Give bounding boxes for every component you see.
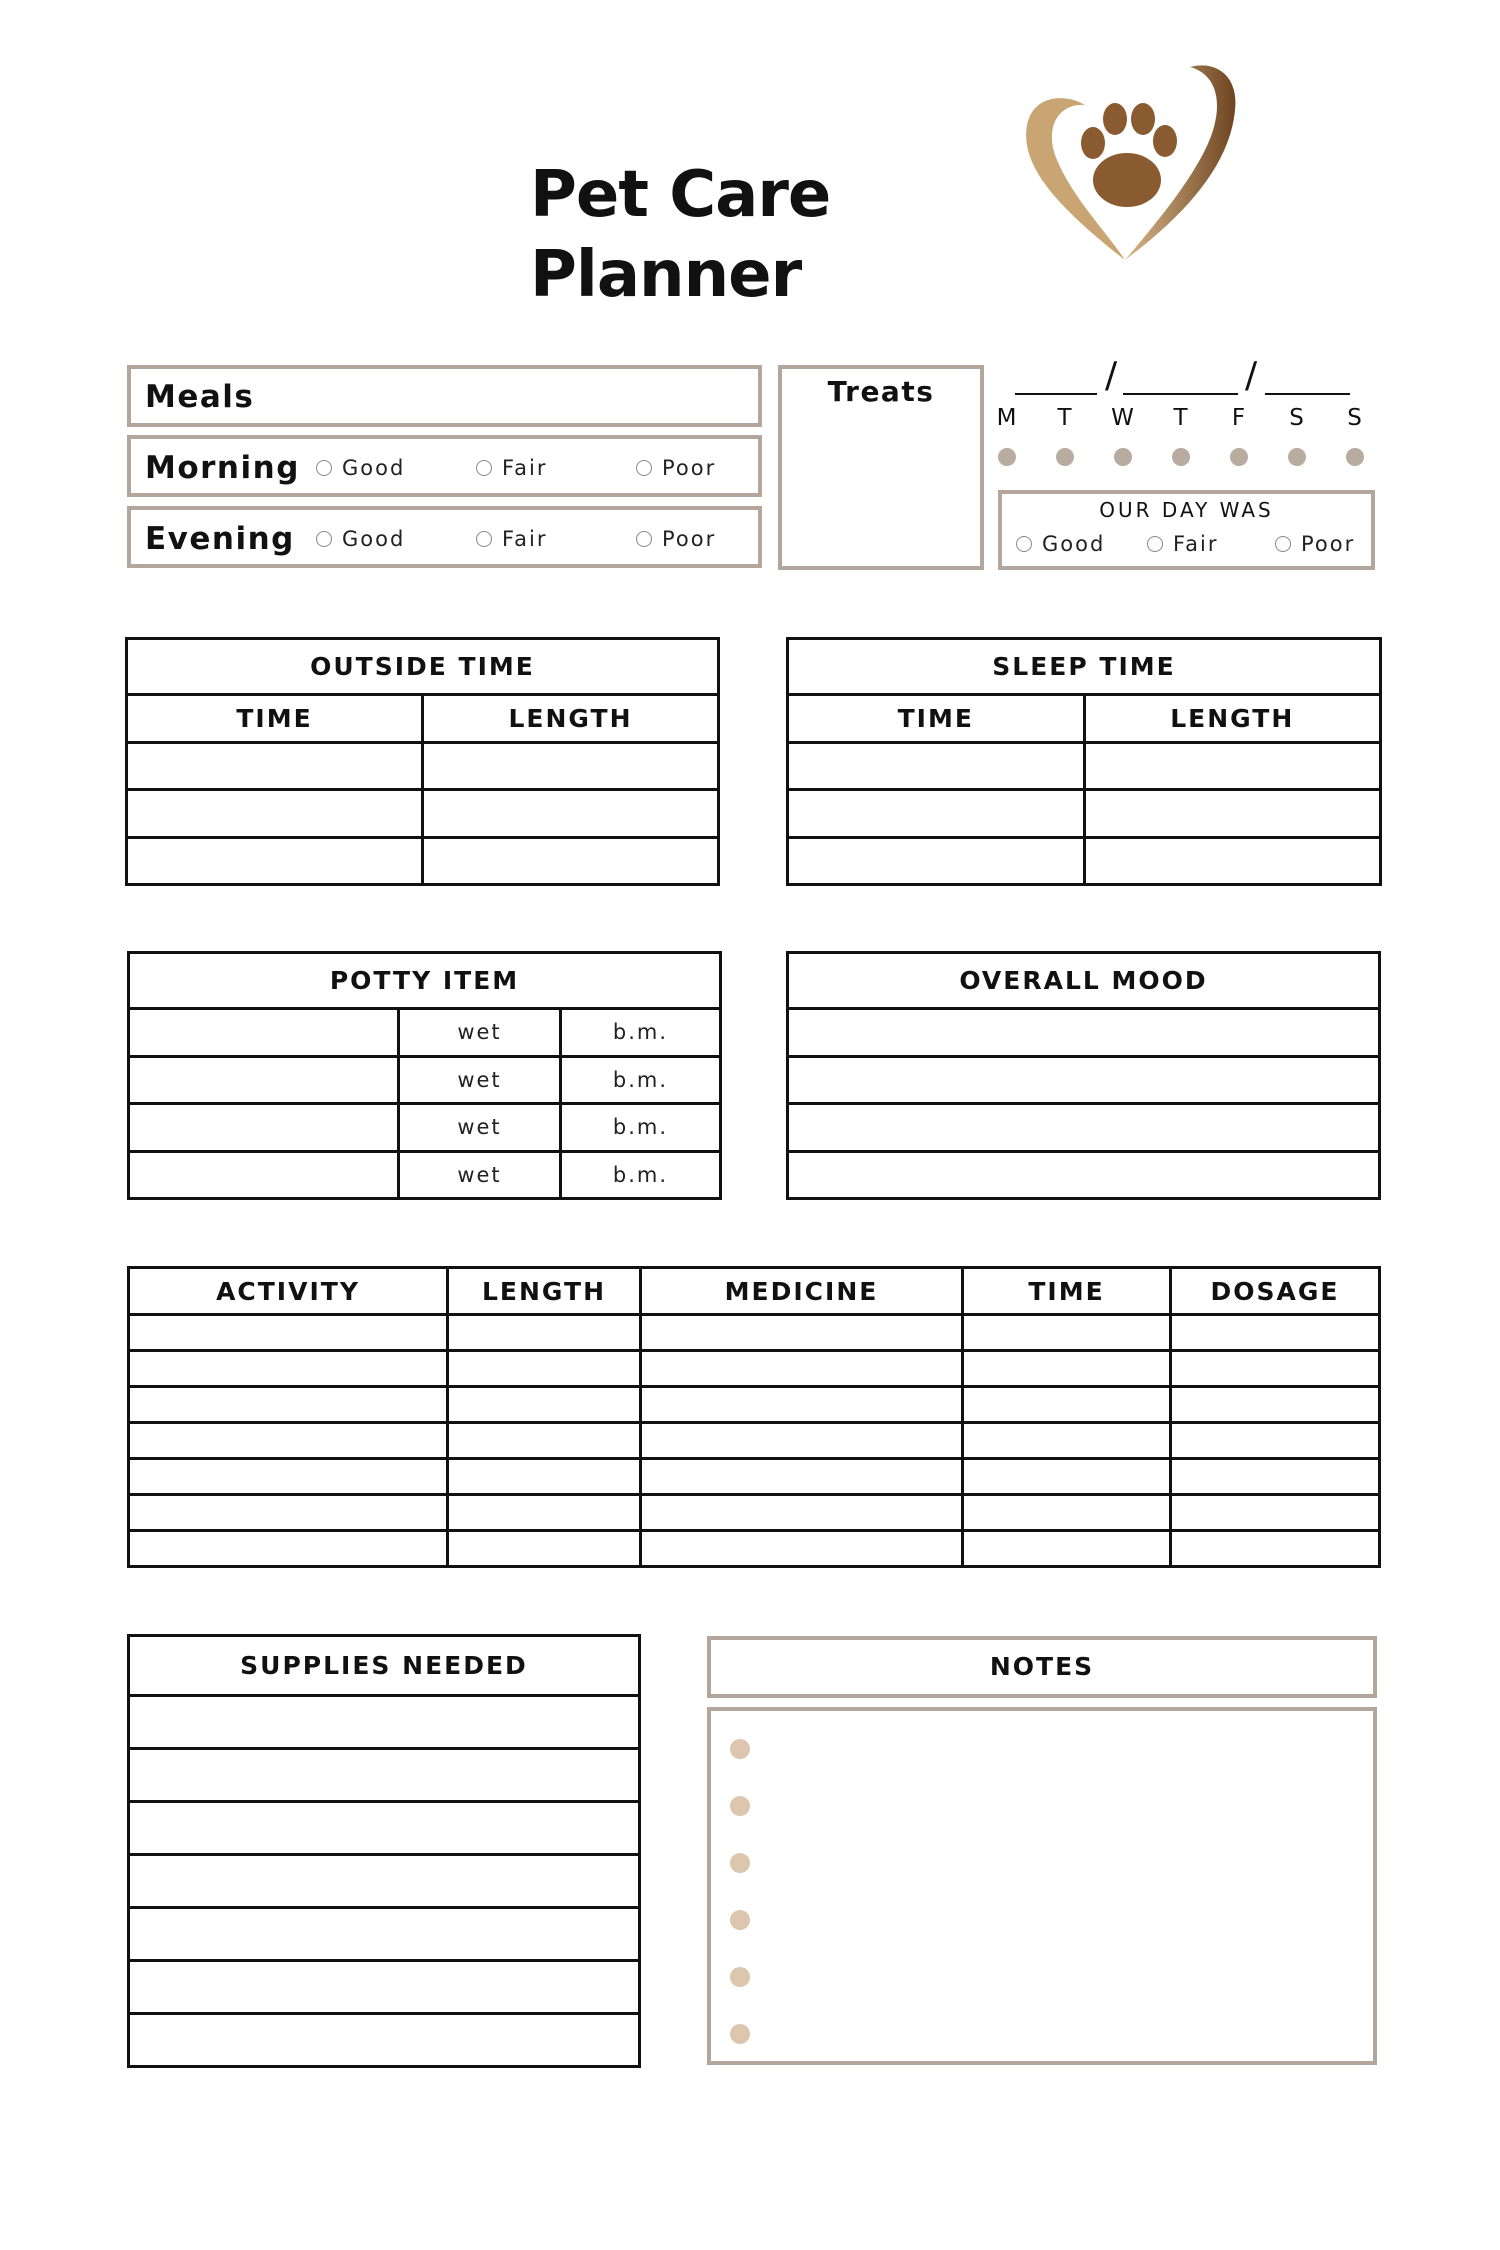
- length-cell[interactable]: [448, 1531, 641, 1567]
- evening-label: Evening: [145, 521, 295, 557]
- time-cell[interactable]: [963, 1531, 1171, 1567]
- time-cell[interactable]: [963, 1459, 1171, 1495]
- weekday-dot[interactable]: [1288, 448, 1306, 466]
- supply-line[interactable]: [129, 1749, 640, 1802]
- weekday-label: M: [996, 405, 1018, 431]
- column-header-length: LENGTH: [448, 1268, 641, 1315]
- length-cell[interactable]: [448, 1495, 641, 1531]
- supply-line[interactable]: [129, 1696, 640, 1749]
- length-cell[interactable]: [448, 1351, 641, 1387]
- evening-option-fair[interactable]: Fair: [476, 527, 548, 551]
- radio-icon[interactable]: [476, 531, 492, 547]
- time-cell[interactable]: [963, 1351, 1171, 1387]
- time-cell[interactable]: [963, 1495, 1171, 1531]
- medicine-cell[interactable]: [641, 1531, 963, 1567]
- potty-wet-cell[interactable]: wet: [399, 1151, 561, 1199]
- activity-cell[interactable]: [129, 1423, 448, 1459]
- column-header-medicine: MEDICINE: [641, 1268, 963, 1315]
- potty-bm-cell[interactable]: b.m.: [561, 1151, 721, 1199]
- date-month-blank[interactable]: [1015, 393, 1097, 395]
- medicine-cell[interactable]: [641, 1459, 963, 1495]
- length-cell[interactable]: [448, 1459, 641, 1495]
- length-cell[interactable]: [448, 1315, 641, 1351]
- potty-table: [127, 951, 722, 1200]
- outside-time-cell[interactable]: [127, 837, 423, 884]
- medicine-cell[interactable]: [641, 1315, 963, 1351]
- table-row: [129, 1531, 1380, 1567]
- weekday-label: S: [1347, 405, 1363, 431]
- supply-line[interactable]: [129, 1961, 640, 2014]
- page-title: Pet Care Planner: [530, 158, 831, 312]
- potty-time-cell[interactable]: [129, 1151, 399, 1199]
- evening-option-good[interactable]: Good: [316, 527, 405, 551]
- date-separator: /: [1105, 355, 1118, 396]
- potty-bm-cell[interactable]: b.m.: [561, 1056, 721, 1104]
- dosage-cell[interactable]: [1171, 1387, 1380, 1423]
- bullet-dot-icon: [730, 1739, 750, 1759]
- activity-cell[interactable]: [129, 1459, 448, 1495]
- sleep-length-cell[interactable]: [1084, 837, 1381, 884]
- outside-length-cell[interactable]: [423, 790, 719, 837]
- weekday-dot[interactable]: [998, 448, 1016, 466]
- date-line[interactable]: [1015, 355, 1350, 395]
- mood-line[interactable]: [788, 1151, 1380, 1199]
- weekday-dot[interactable]: [1346, 448, 1364, 466]
- time-cell[interactable]: [963, 1315, 1171, 1351]
- column-header-time: TIME: [963, 1268, 1171, 1315]
- treats-label: Treats: [827, 375, 935, 408]
- radio-icon[interactable]: [476, 460, 492, 476]
- potty-wet-cell[interactable]: wet: [399, 1104, 561, 1152]
- meals-row-morning: [127, 435, 762, 497]
- our-day-option-good[interactable]: Good: [1016, 532, 1105, 556]
- potty-time-cell[interactable]: [129, 1009, 399, 1057]
- supply-line[interactable]: [129, 1855, 640, 1908]
- morning-option-fair[interactable]: Fair: [476, 456, 548, 480]
- sleep-time-cell[interactable]: [788, 743, 1085, 790]
- date-year-blank[interactable]: [1265, 393, 1350, 395]
- potty-time-cell[interactable]: [129, 1104, 399, 1152]
- sleep-time-title: SLEEP TIME: [788, 639, 1381, 695]
- weekday-label: S: [1289, 405, 1305, 431]
- our-day-option-poor[interactable]: Poor: [1275, 532, 1355, 556]
- sleep-length-cell[interactable]: [1084, 790, 1381, 837]
- weekday-selector: [990, 405, 1370, 475]
- activity-cell[interactable]: [129, 1351, 448, 1387]
- date-separator: /: [1245, 355, 1258, 396]
- dosage-cell[interactable]: [1171, 1531, 1380, 1567]
- table-row: [129, 1459, 1380, 1495]
- potty-wet-cell[interactable]: wet: [399, 1056, 561, 1104]
- medicine-cell[interactable]: [641, 1387, 963, 1423]
- outside-length-cell[interactable]: [423, 743, 719, 790]
- supply-line[interactable]: [129, 1802, 640, 1855]
- potty-wet-cell[interactable]: wet: [399, 1009, 561, 1057]
- column-header-length: LENGTH: [423, 695, 719, 743]
- overall-mood-title: OVERALL MOOD: [788, 953, 1380, 1009]
- length-cell[interactable]: [448, 1423, 641, 1459]
- supply-line[interactable]: [129, 1908, 640, 1961]
- dosage-cell[interactable]: [1171, 1495, 1380, 1531]
- notes-header-box: [707, 1636, 1377, 1698]
- supply-line[interactable]: [129, 2014, 640, 2067]
- radio-icon[interactable]: [316, 460, 332, 476]
- weekday-label: W: [1111, 405, 1135, 431]
- activity-medicine-table: [127, 1266, 1381, 1568]
- outside-length-cell[interactable]: [423, 837, 719, 884]
- radio-icon[interactable]: [1147, 536, 1163, 552]
- mood-line[interactable]: [788, 1056, 1380, 1104]
- outside-time-table: [125, 637, 720, 886]
- outside-time-title: OUTSIDE TIME: [127, 639, 719, 695]
- table-row: [129, 1423, 1380, 1459]
- mood-line[interactable]: [788, 1104, 1380, 1152]
- sleep-time-cell[interactable]: [788, 790, 1085, 837]
- activity-cell[interactable]: [129, 1315, 448, 1351]
- outside-time-cell[interactable]: [127, 743, 423, 790]
- table-row: [129, 1495, 1380, 1531]
- notes-title: NOTES: [989, 1652, 1095, 1681]
- our-day-option-fair[interactable]: Fair: [1147, 532, 1219, 556]
- radio-icon[interactable]: [1275, 536, 1291, 552]
- our-day-label: OUR DAY WAS: [1099, 498, 1274, 522]
- evening-option-poor[interactable]: Poor: [636, 527, 716, 551]
- activity-cell[interactable]: [129, 1531, 448, 1567]
- sleep-time-table: [786, 637, 1382, 886]
- potty-bm-cell[interactable]: b.m.: [561, 1009, 721, 1057]
- potty-time-cell[interactable]: [129, 1056, 399, 1104]
- meals-header-box: [127, 365, 762, 427]
- column-header-dosage: DOSAGE: [1171, 1268, 1380, 1315]
- potty-bm-cell[interactable]: b.m.: [561, 1104, 721, 1152]
- medicine-cell[interactable]: [641, 1351, 963, 1387]
- bullet-dot-icon: [730, 1910, 750, 1930]
- weekday-label: T: [1173, 405, 1189, 431]
- our-day-box: [998, 490, 1375, 570]
- outside-time-cell[interactable]: [127, 790, 423, 837]
- weekday-dot[interactable]: [1114, 448, 1132, 466]
- sleep-length-cell[interactable]: [1084, 743, 1381, 790]
- dosage-cell[interactable]: [1171, 1315, 1380, 1351]
- treats-box[interactable]: [778, 365, 984, 570]
- bullet-dot-icon: [730, 1796, 750, 1816]
- supplies-title: SUPPLIES NEEDED: [129, 1636, 640, 1696]
- weekday-dot[interactable]: [1172, 448, 1190, 466]
- table-row: [129, 1351, 1380, 1387]
- dosage-cell[interactable]: [1171, 1423, 1380, 1459]
- radio-icon[interactable]: [316, 531, 332, 547]
- meals-label: Meals: [145, 379, 255, 415]
- radio-icon[interactable]: [1016, 536, 1032, 552]
- bullet-dot-icon: [730, 1967, 750, 1987]
- radio-icon[interactable]: [636, 460, 652, 476]
- potty-title: POTTY ITEM: [129, 953, 721, 1009]
- bullet-dot-icon: [730, 1853, 750, 1873]
- column-header-time: TIME: [127, 695, 423, 743]
- overall-mood-table: [786, 951, 1381, 1200]
- activity-cell[interactable]: [129, 1387, 448, 1423]
- sleep-time-cell[interactable]: [788, 837, 1085, 884]
- weekday-dot[interactable]: [1230, 448, 1248, 466]
- radio-icon[interactable]: [636, 531, 652, 547]
- time-cell[interactable]: [963, 1423, 1171, 1459]
- length-cell[interactable]: [448, 1387, 641, 1423]
- weekday-label: T: [1057, 405, 1073, 431]
- table-row: [129, 1387, 1380, 1423]
- column-header-length: LENGTH: [1084, 695, 1381, 743]
- date-day-blank[interactable]: [1123, 393, 1238, 395]
- morning-option-poor[interactable]: Poor: [636, 456, 716, 480]
- bullet-dot-icon: [730, 2024, 750, 2044]
- weekday-label: F: [1231, 405, 1247, 431]
- notes-area[interactable]: [707, 1707, 1377, 2065]
- medicine-cell[interactable]: [641, 1495, 963, 1531]
- medicine-cell[interactable]: [641, 1423, 963, 1459]
- meals-row-evening: [127, 506, 762, 568]
- table-row: [129, 1315, 1380, 1351]
- mood-line[interactable]: [788, 1009, 1380, 1057]
- column-header-activity: ACTIVITY: [129, 1268, 448, 1315]
- supplies-table: [127, 1634, 641, 2068]
- time-cell[interactable]: [963, 1387, 1171, 1423]
- weekday-dot[interactable]: [1056, 448, 1074, 466]
- dosage-cell[interactable]: [1171, 1351, 1380, 1387]
- column-header-time: TIME: [788, 695, 1085, 743]
- activity-cell[interactable]: [129, 1495, 448, 1531]
- dosage-cell[interactable]: [1171, 1459, 1380, 1495]
- heart-paw-icon: [1015, 55, 1250, 270]
- morning-label: Morning: [145, 450, 300, 486]
- morning-option-good[interactable]: Good: [316, 456, 405, 480]
